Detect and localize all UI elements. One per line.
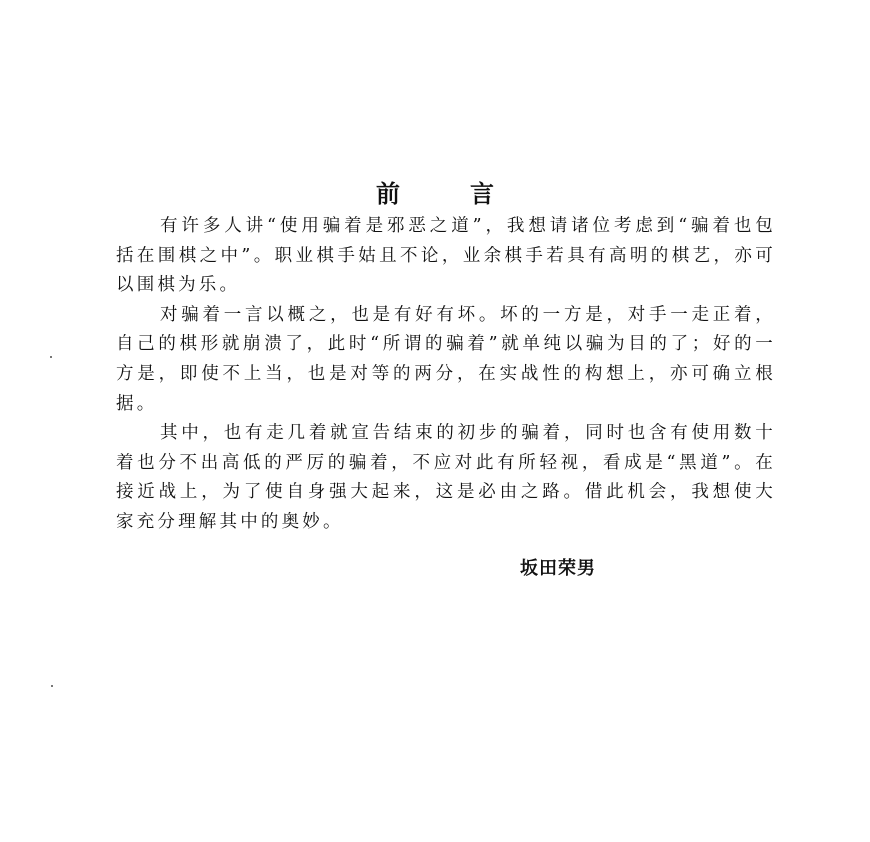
preface-body [116, 212, 776, 538]
author-signature: 坂田荣男 [520, 558, 596, 579]
paragraph-3: 其中，也有走几着就宣告结束的初步的骗着，同时也含有使用数十着也分不出高低的严厉的骗着，不应对此有所轻视，看成是“黑道”。在接近战上，为了使自身强大起来，这是必由之路。借此机会，我想使大家充分理解其中的奥妙。 [116, 423, 776, 532]
page-title: 前言 [376, 180, 564, 209]
scan-speck [51, 685, 53, 687]
paragraph-2: 对骗着一言以概之，也是有好有坏。坏的一方是，对手一走正着，自己的棋形就崩溃了，此时“所谓的骗着”就单纯以骗为目的了；好的一方是，即使不上当，也是对等的两分，在实战性的构想上，亦可确立根据。 [116, 304, 776, 414]
scan-speck [50, 356, 52, 358]
paragraph-1: 有许多人讲“使用骗着是邪恶之道”，我想请诸位考虑到“骗着也包括在围棋之中”。职业棋手姑且不论，业余棋手若具有高明的棋艺，亦可以围棋为乐。 [116, 216, 776, 296]
